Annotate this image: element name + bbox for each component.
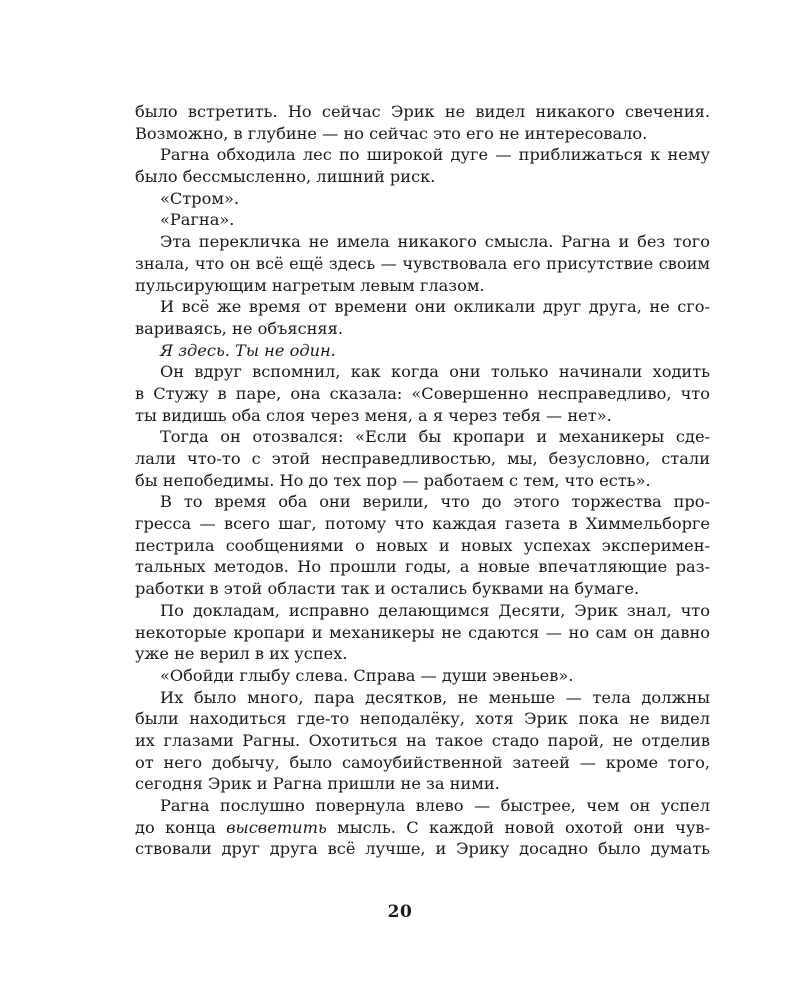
text-line: Возможно, в глубине — но сейчас это его не интересовало. xyxy=(135,123,648,143)
text-line: тальных методов. Но прошли годы, а новые впечатляющие раз- xyxy=(135,557,710,577)
text-line-with-emphasis xyxy=(135,817,710,839)
text-line: уже не верил в их успех. xyxy=(135,644,348,664)
text-line: было встретить. Но сейчас Эрик не видел никакого свечения. xyxy=(135,102,710,121)
paragraph-start-line: В то время оба они верили, что до этого торжества про- xyxy=(160,492,710,512)
paragraph-start-line: «Обойди глыбу слева. Справа — души эвеньев». xyxy=(160,665,574,685)
emphasized-word: высветить xyxy=(226,817,327,837)
text-line: бы непобедимы. Но до тех пор — работаем с тем, что есть». xyxy=(135,470,651,490)
text-line: некоторые кропари и механикеры не сдаются — но сам он давно xyxy=(135,622,710,642)
text-segment: мысль. С каждой новой охотой они чув- xyxy=(337,817,710,837)
text-line: ствовали друг друга всё лучше, и Эрику досадно было думать xyxy=(135,839,710,859)
paragraph-start-line: По докладам, исправно делающимся Десяти, Эрик знал, что xyxy=(160,600,710,620)
paragraph-start-line: Их было много, пара десятков, не меньше — тела должны xyxy=(160,687,710,707)
text-line: их глазами Рагны. Охотиться на такое стадо парой, не отделив xyxy=(135,730,710,750)
text-line: было бессмысленно, лишний риск. xyxy=(135,167,436,187)
text-line: знала, что он всё ещё здесь — чувствовала его присутствие своим xyxy=(135,253,710,273)
text-segment: до конца xyxy=(135,817,216,837)
text-line: ты видишь оба слоя через меня, а я через тебя — нет». xyxy=(135,405,612,425)
paragraph-start-line: Эта перекличка не имела никакого смысла. Рагна и без того xyxy=(160,232,710,252)
text-line: работки в этой области так и остались буквами на бумаге. xyxy=(135,579,640,599)
text-line: гресса — всего шаг, потому что каждая газета в Химмельборге xyxy=(135,514,710,534)
italic-thought-line: Я здесь. Ты не один. xyxy=(160,340,336,360)
text-line: пестрила сообщениями о новых и новых успехах эксперимен- xyxy=(135,535,710,555)
text-line: лали что-то с этой несправедливостью, мы, безусловно, стали xyxy=(135,449,710,468)
body-text xyxy=(135,101,710,860)
text-line: вариваясь, не объясняя. xyxy=(135,318,344,338)
text-line: пульсирующим нагретым левым глазом. xyxy=(135,275,485,295)
paragraph-start-line: Рагна обходила лес по широкой дуге — приближаться к нему xyxy=(160,145,710,165)
text-line: в Стужу в паре, она сказала: «Совершенно несправедливо, что xyxy=(135,383,710,403)
paragraph-start-line: Рагна послушно повернула влево — быстрее, чем он успел xyxy=(160,796,710,815)
text-line: были находиться где-то неподалёку, хотя Эрик пока не видел xyxy=(135,709,710,729)
paragraph-start-line: И всё же время от времени они окликали друг друга, не сго- xyxy=(160,297,710,317)
paragraph-start-line: Он вдруг вспомнил, как когда они только начинали ходить xyxy=(160,362,710,382)
text-line: от него добычу, было самоубийственной затеей — кроме того, xyxy=(135,752,710,772)
paragraph-start-line: «Рагна». xyxy=(160,210,235,230)
paragraph-start-line: Тогда он отозвался: «Если бы кропари и механикеры сде- xyxy=(160,427,710,447)
text-line: сегодня Эрик и Рагна пришли не за ними. xyxy=(135,774,500,794)
paragraph-start-line: «Стром». xyxy=(160,188,239,208)
page-number: 20 xyxy=(387,902,413,922)
